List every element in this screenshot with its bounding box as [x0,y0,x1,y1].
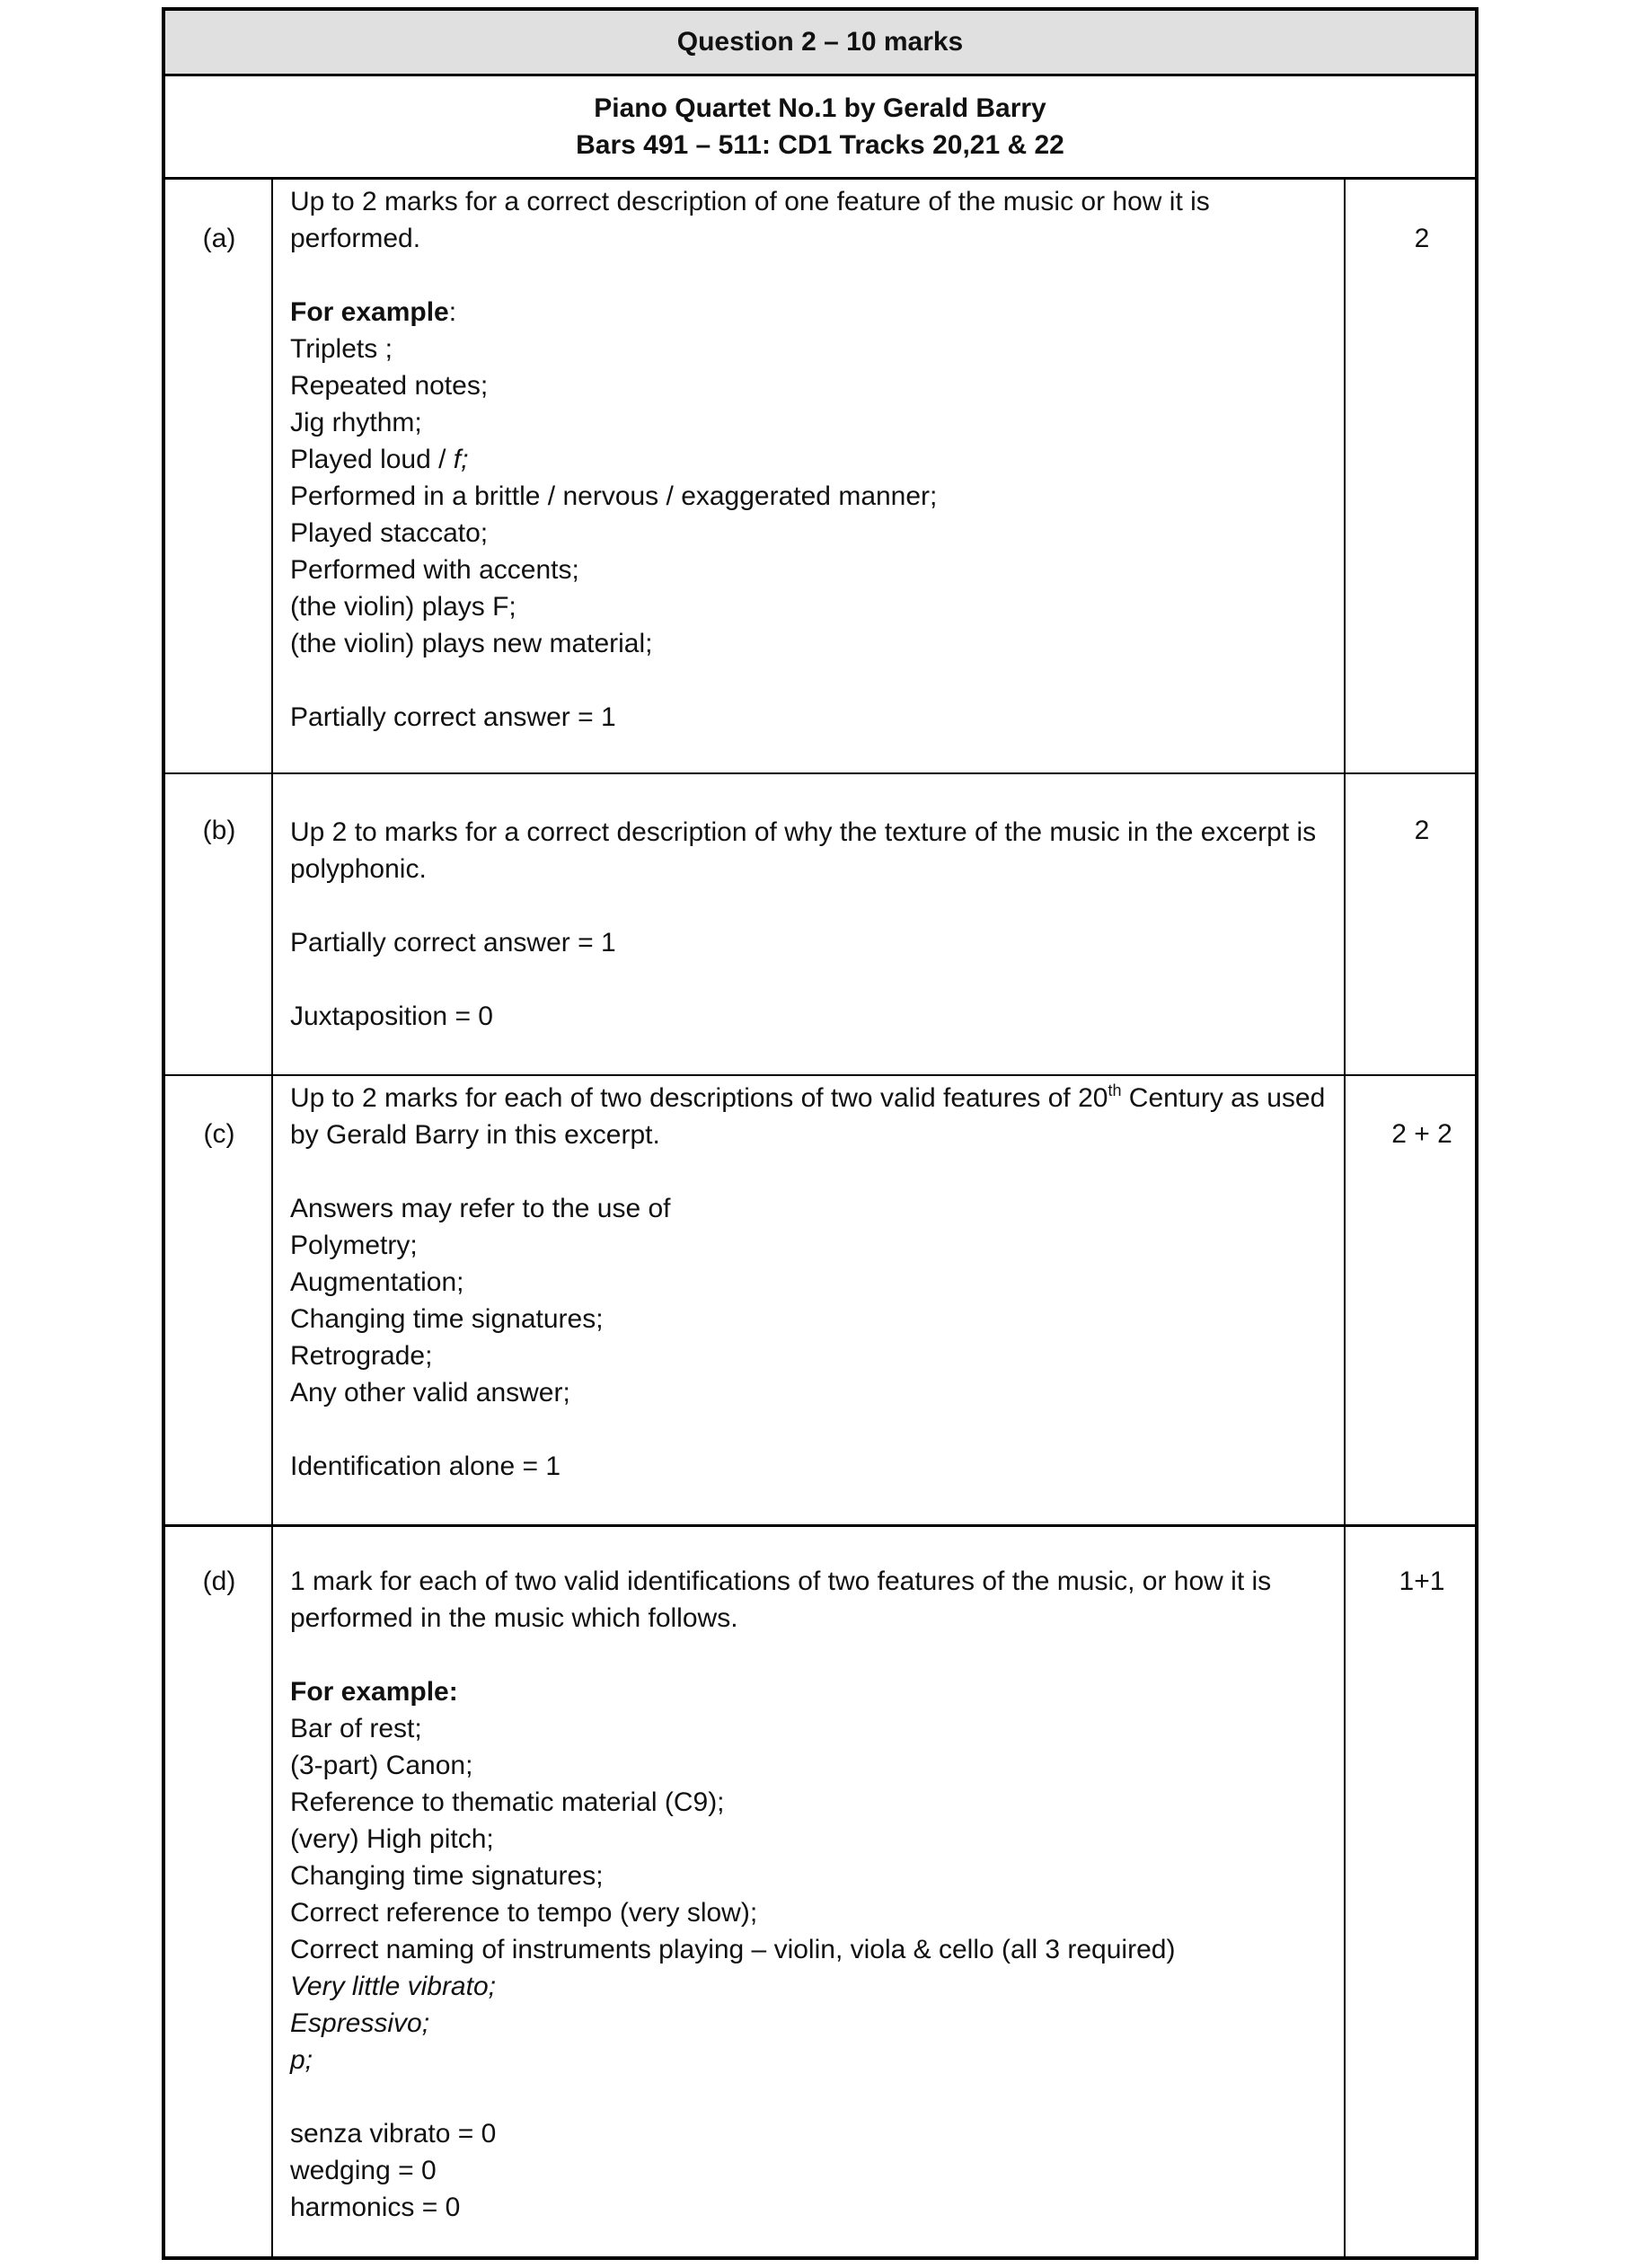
list-item: Augmentation; [290,1267,464,1297]
piece-title: Piano Quartet No.1 by Gerald Barry [594,93,1046,123]
example-heading: For example: [290,297,457,327]
marks-value: 2 [1414,224,1430,253]
list-item: Polymetry; [290,1231,418,1260]
identification-note: Identification alone = 1 [290,1452,561,1481]
list-item: Bar of rest; [290,1714,422,1743]
list-item: Triplets ; [290,334,393,364]
answer-text [290,1080,1332,1485]
column-divider [1344,774,1346,1074]
column-divider [1344,1527,1346,2256]
lead-text: Answers may refer to the use of [290,1194,671,1223]
list-item: Repeated notes; [290,371,489,401]
zero-credit-note: senza vibrato = 0 [290,2119,497,2149]
list-item: Played staccato; [290,518,489,548]
row-part-d [165,1527,1475,2256]
piece-heading [165,76,1475,180]
column-divider [271,180,273,772]
bars-tracks: Bars 491 – 511: CD1 Tracks 20,21 & 22 [576,130,1064,160]
zero-credit-note: harmonics = 0 [290,2193,461,2222]
intro-text: Up to 2 marks for a correct description of one feature of the music or how it is performed. [290,187,1210,253]
list-item-italic: p; [290,2045,313,2075]
list-item: Any other valid answer; [290,1378,570,1408]
list-item: (3-part) Canon; [290,1751,473,1780]
intro-text: Up 2 to marks for a correct description of why the texture of the music in the excerpt is polyphonic. [290,817,1317,884]
part-label: (c) [203,1119,235,1149]
part-label: (a) [202,224,236,253]
marks-value: 1+1 [1399,1566,1445,1596]
zero-credit-note: wedging = 0 [290,2156,437,2185]
partial-credit-note: Partially correct answer = 1 [290,928,616,958]
list-item: (the violin) plays F; [290,592,516,622]
list-item: Jig rhythm; [290,408,422,437]
list-item: Correct naming of instruments playing – violin, viola & cello (all 3 required) [290,1935,1176,1964]
partial-credit-note: Partially correct answer = 1 [290,702,616,732]
row-part-c [165,1076,1475,1527]
zero-credit-note: Juxtaposition = 0 [290,1002,493,1031]
marks-value: 2 [1414,816,1430,845]
example-heading: For example: [290,1677,458,1707]
list-item: Performed in a brittle / nervous / exaggerated manner; [290,481,938,511]
row-part-b [165,774,1475,1076]
part-label: (b) [202,816,236,845]
intro-text: Up to 2 marks for each of two descriptions of two valid features of 20th Century as used by Gerald Barry in this excerpt. [290,1081,1326,1150]
column-divider [1344,1076,1346,1524]
marks-value: 2 + 2 [1391,1119,1452,1149]
part-label: (d) [202,1566,236,1596]
list-item: Performed with accents; [290,555,579,585]
answer-text [290,814,1332,1035]
column-divider [271,1527,273,2256]
list-item: Changing time signatures; [290,1304,604,1334]
list-item: Changing time signatures; [290,1861,604,1891]
intro-text: 1 mark for each of two valid identifications of two features of the music, or how it is performed in the music which follows. [290,1566,1272,1633]
answer-text [290,1563,1332,2226]
list-item: Reference to thematic material (C9); [290,1787,725,1817]
list-item: Played loud / f; [290,445,469,474]
list-item-italic: Espressivo; [290,2008,430,2038]
list-item-italic: Very little vibrato; [290,1972,496,2001]
list-item: Correct reference to tempo (very slow); [290,1898,758,1928]
row-part-a [165,180,1475,774]
answer-text [290,183,1332,736]
list-item: Retrograde; [290,1341,433,1371]
list-item: (very) High pitch; [290,1824,494,1854]
question-title: Question 2 – 10 marks [165,11,1475,76]
column-divider [1344,180,1346,772]
list-item: (the violin) plays new material; [290,629,653,658]
marking-scheme-table [162,7,1479,2260]
